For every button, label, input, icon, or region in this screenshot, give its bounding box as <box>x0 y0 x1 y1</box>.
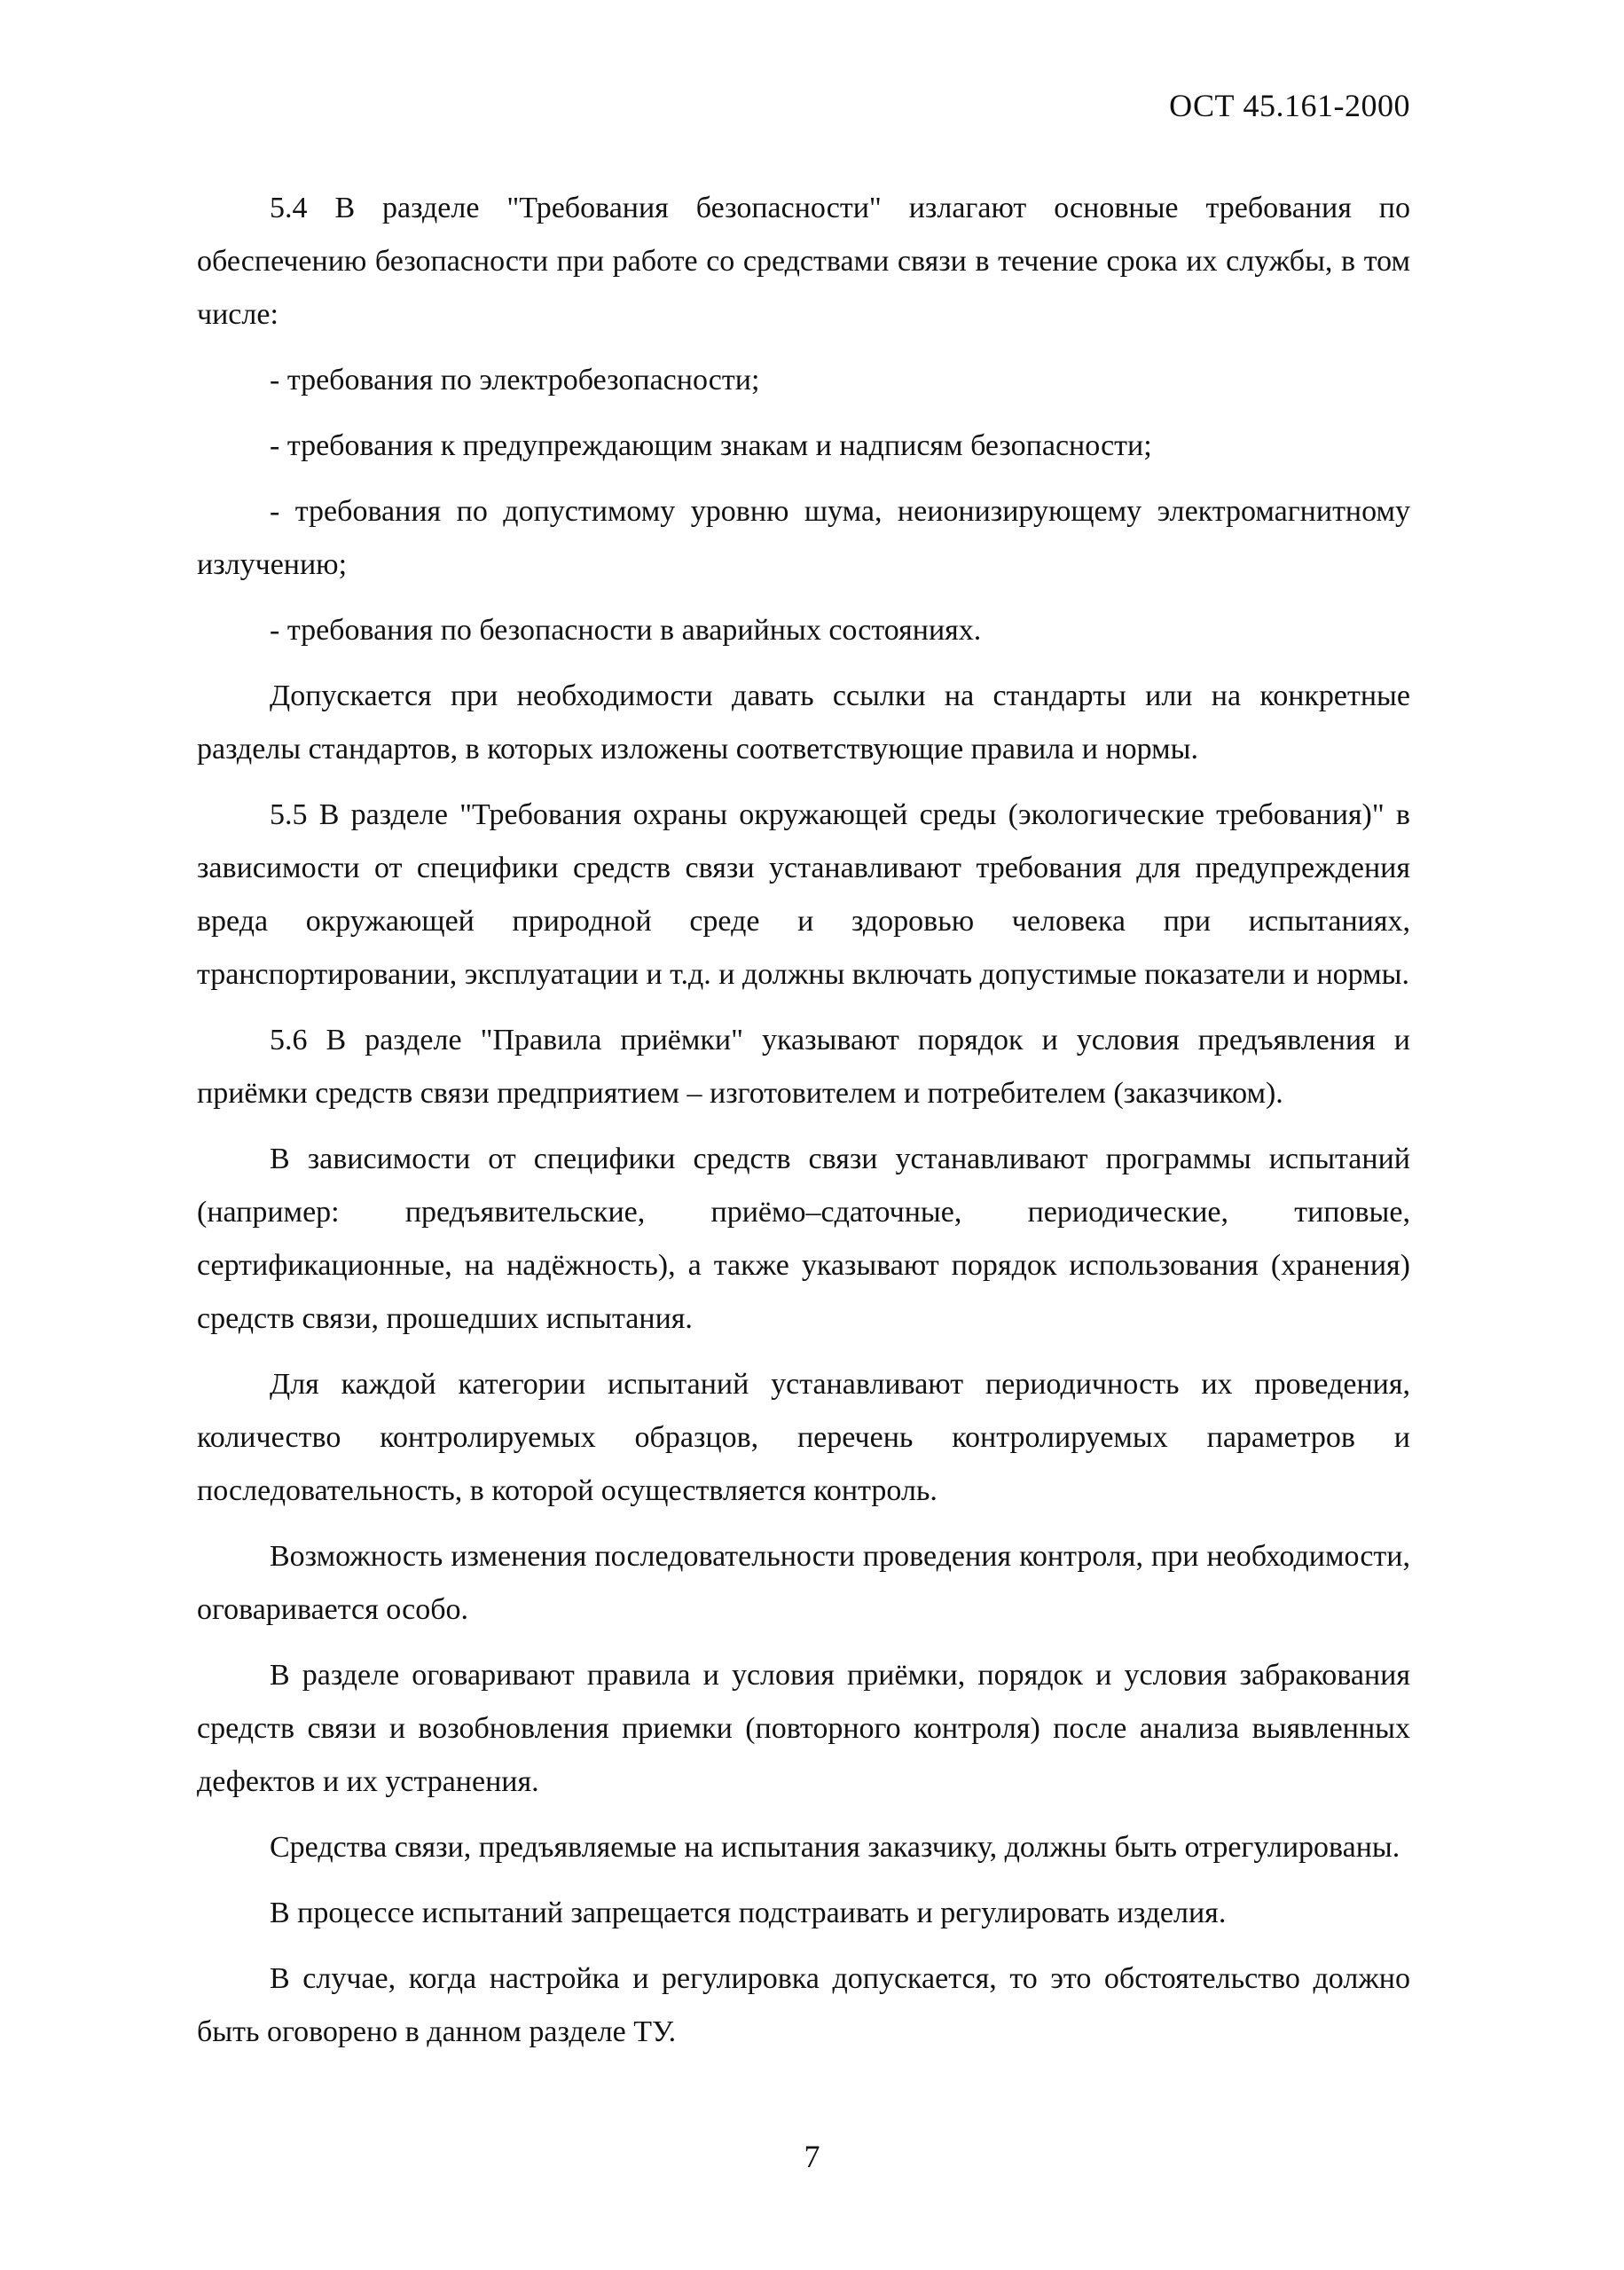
paragraph-test-programs: В зависимости от специфики средств связи устанавливают программы испытаний (например: предъявительские, приёмо–сдаточные, периодические, типовые, сертификационные, на надёжность), а также указывают порядок использования (хранения) средств связи, прошедших испытания. <box>197 1143 1410 1335</box>
paragraph-no-adjustment: В процессе испытаний запрещается подстраивать и регулировать изделия. <box>270 1897 1227 1929</box>
paragraph-adjusted-equipment: Средства связи, предъявляемые на испытания заказчику, должны быть отрегулированы. <box>270 1831 1400 1864</box>
section-5-4: 5.4 В разделе "Требования безопасности" излагают основные требования по обеспечению безопасности при работе со средствами связи в течение срока их службы, в том числе: <box>197 192 1410 331</box>
list-item-emergency-safety: - требования по безопасности в аварийных состояниях. <box>270 614 982 647</box>
list-item-noise-radiation: - требования по допустимому уровню шума, неионизирующему электромагнитному излучению; <box>197 495 1410 581</box>
list-item-electrical-safety: - требования по электробезопасности; <box>270 364 760 397</box>
page-number: 7 <box>804 2139 820 2174</box>
section-5-6: 5.6 В разделе "Правила приёмки" указывают порядок и условия предъявления и приёмки средств связи предприятием – изготовителем и потребителем (заказчиком). <box>197 1024 1410 1110</box>
list-item-warning-signs: - требования к предупреждающим знакам и надписям безопасности; <box>270 429 1152 462</box>
paragraph-test-periodicity: Для каждой категории испытаний устанавливают периодичность их проведения, количество контролируемых образцов, перечень контролируемых параметров и последовательность, в которой осуществляется контроль. <box>197 1368 1410 1507</box>
paragraph-standards-references: Допускается при необходимости давать ссылки на стандарты или на конкретные разделы стандартов, в которых изложены соответствующие правила и нормы. <box>197 679 1410 766</box>
section-5-5: 5.5 В разделе "Требования охраны окружающей среды (экологические требования)" в зависимости от специфики средств связи устанавливают требования для предупреждения вреда окружающей природной среде и здоровью человека при испытаниях, транспортировании, эксплуатации и т.д. и должны включать допустимые показатели и нормы. <box>197 798 1410 991</box>
paragraph-rejection-rules: В разделе оговаривают правила и условия приёмки, порядок и условия забракования средств связи и возобновления приемки (повторного контроля) после анализа выявленных дефектов и их устранения. <box>197 1659 1410 1798</box>
document-body <box>197 182 1410 2059</box>
document-code: ОСТ 45.161-2000 <box>1169 88 1410 123</box>
paragraph-control-sequence: Возможность изменения последовательности проведения контроля, при необходимости, оговаривается особо. <box>197 1540 1410 1626</box>
paragraph-adjustment-allowed: В случае, когда настройка и регулировка допускается, то это обстоятельство должно быть оговорено в данном разделе ТУ. <box>197 1962 1410 2048</box>
